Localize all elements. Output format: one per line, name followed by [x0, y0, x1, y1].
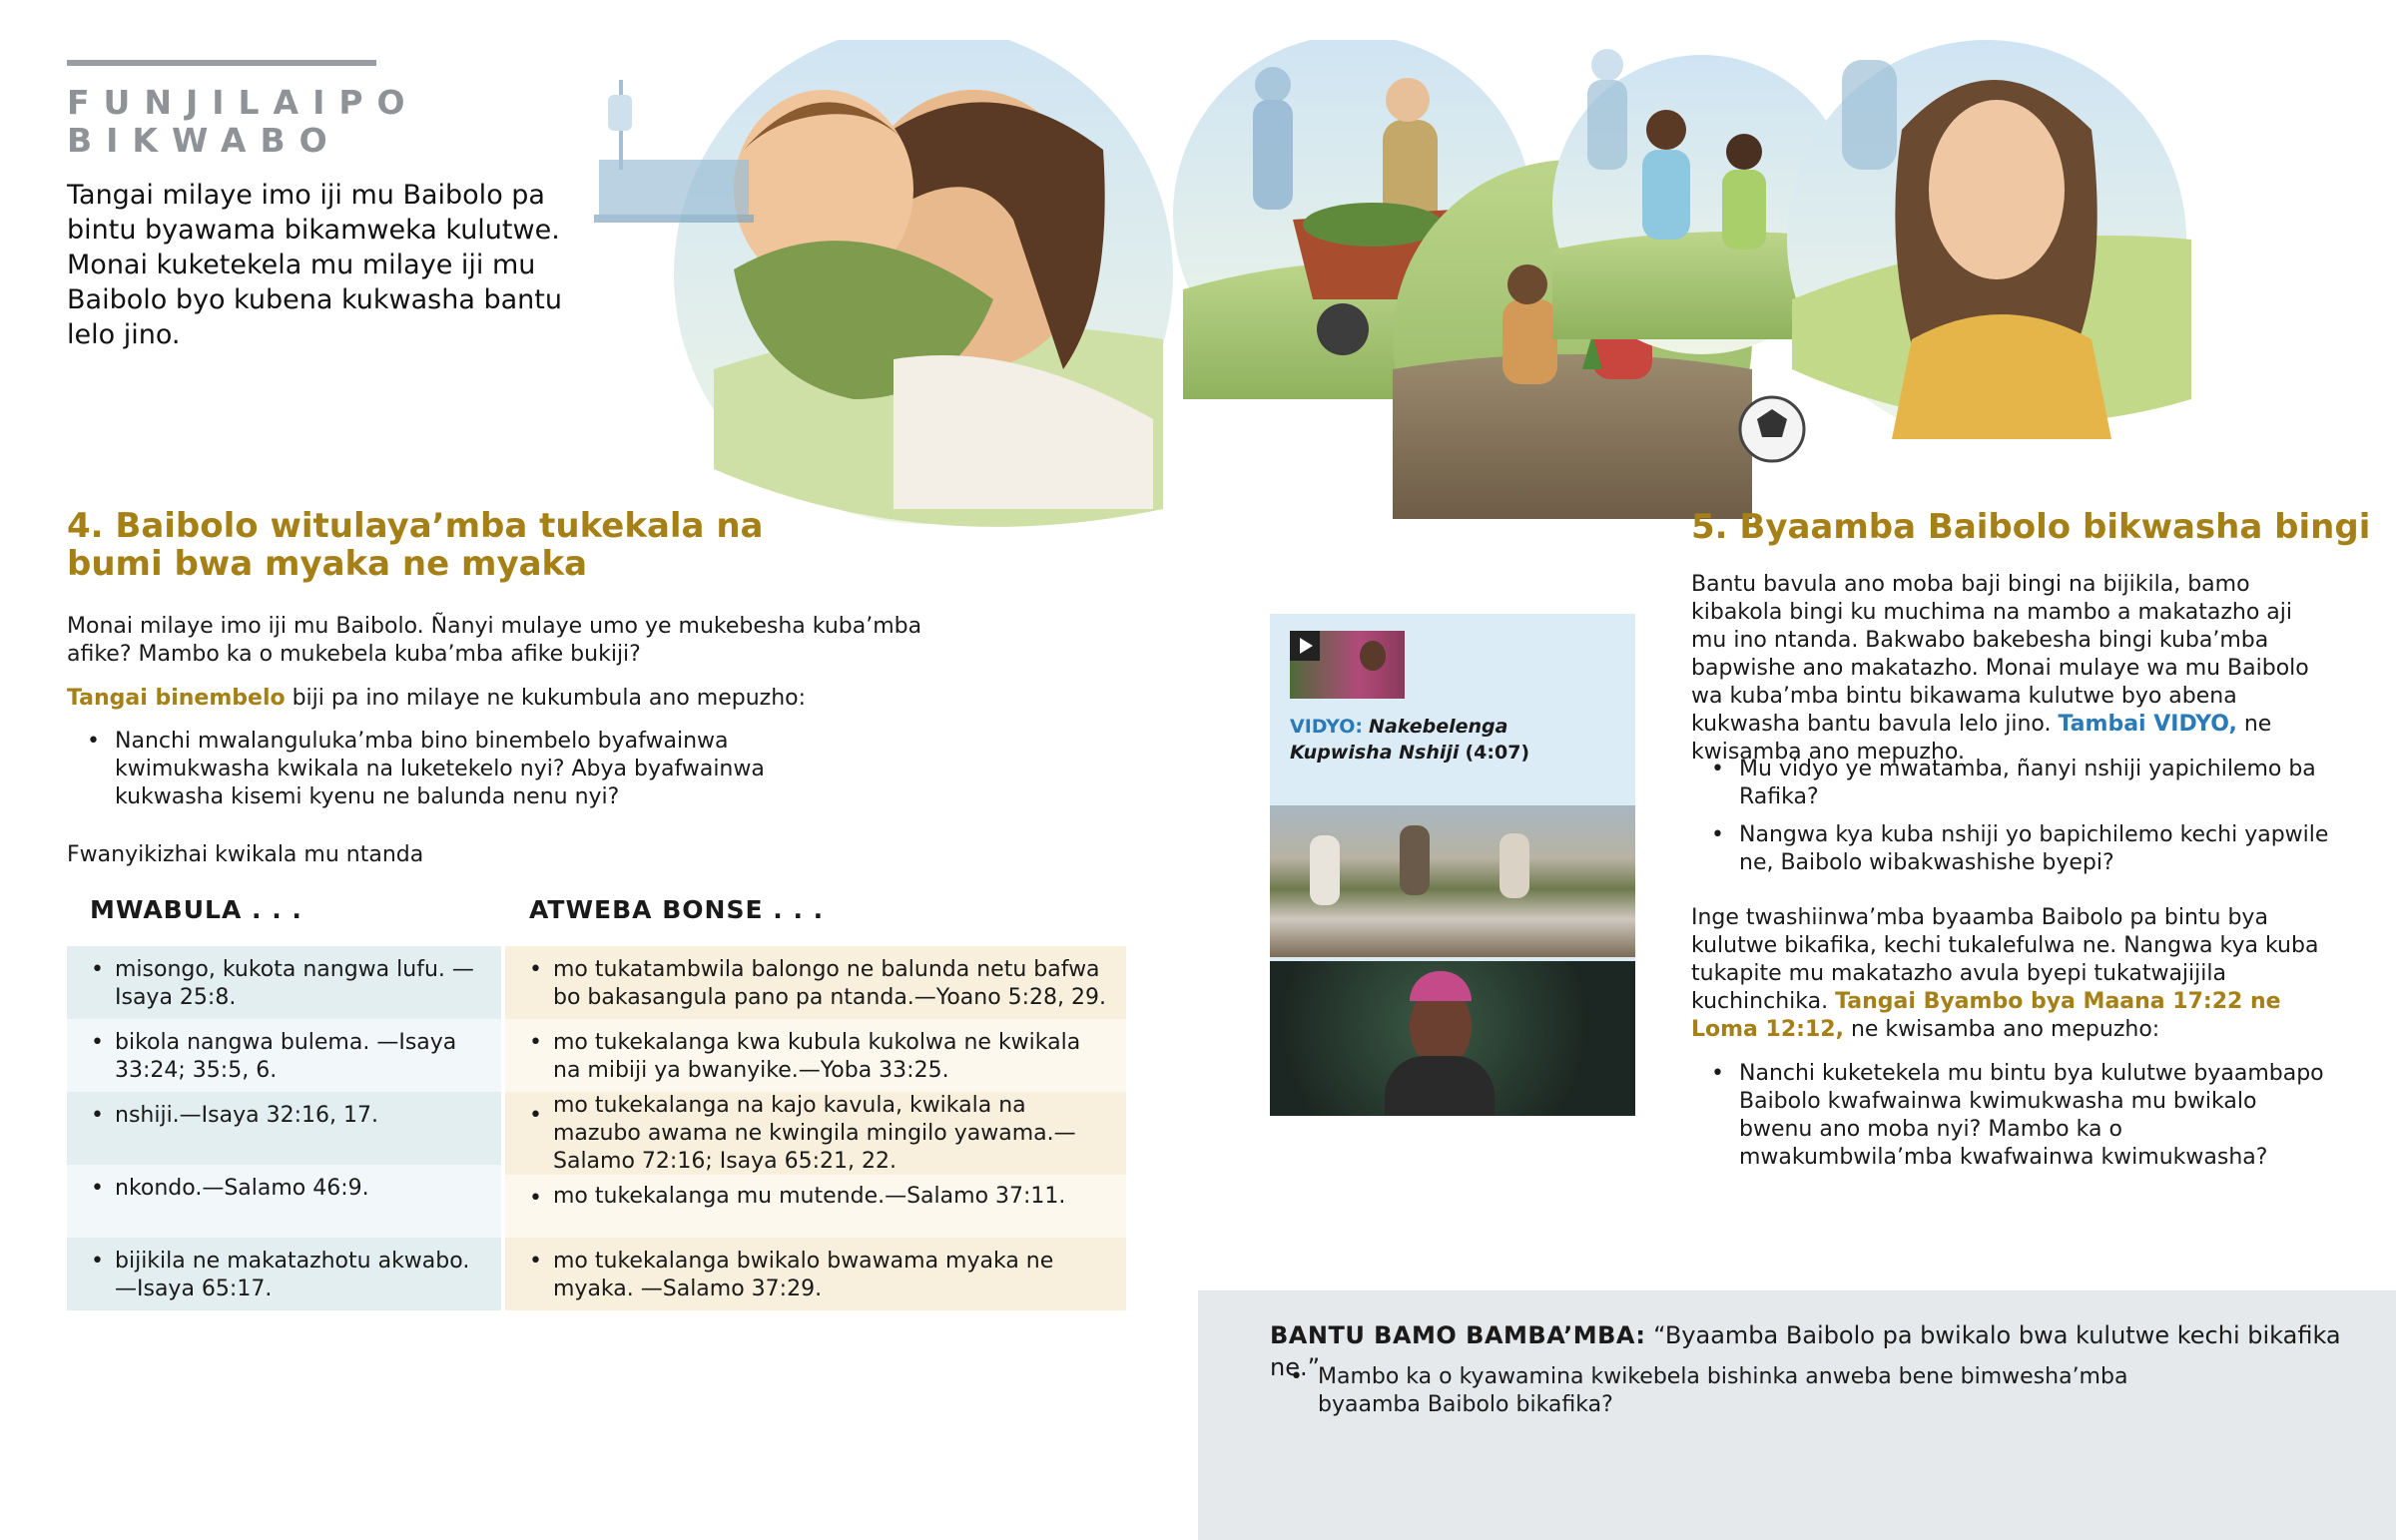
question-item: • Nangwa kya kuba nshiji yo bapichilemo kechi yapwile ne, Baibolo wibakwashishe byepi?	[1691, 821, 2330, 877]
section-5-second-paragraph	[1691, 904, 2330, 1044]
table-right-cell: • mo tukekalanga kwa kubula kukolwa ne kwikala na mibiji ya bwanyike.—Yoba 33:25.	[505, 1019, 1126, 1092]
header-rule	[67, 60, 376, 66]
section-5-paragraph	[1691, 571, 2330, 767]
video-still-woman-smiling	[1270, 961, 1635, 1116]
section-5-questions	[1691, 1060, 2330, 1172]
video-title: Nakebelenga Kupwisha Nshiji	[1290, 716, 1508, 764]
scriptures-link[interactable]: Tangai Byambo bya Maana 17:22 ne Loma 12:12,	[1691, 989, 2281, 1042]
read-instruction-text: biji pa ino milaye ne kukumbula ano mepuzho:	[285, 686, 807, 711]
video-still-cotton-field	[1270, 805, 1635, 957]
table-left-header: MWABULA . . .	[90, 895, 302, 924]
section-4-heading: 4. Baibolo witulaya’mba tukekala na bumi bwa myaka ne myaka	[67, 506, 764, 584]
table-instruction: Fwanyikizhai kwikala mu ntanda	[67, 842, 424, 867]
video-duration: (4:07)	[1465, 742, 1530, 764]
table-right-header: ATWEBA BONSE . . .	[529, 895, 825, 924]
video-label: VIDYO:	[1290, 716, 1363, 738]
question-item: • Mambo ka o kyawamina kwikebela bishinka anweba bene bimwesha’mba byaamba Baibolo bikafika?	[1270, 1363, 2168, 1419]
illustration-hug	[674, 40, 1173, 527]
objection-box	[1198, 1290, 2396, 1540]
section-5-paragraph-end: ne kwisamba ano mepuzho.	[1691, 712, 2272, 765]
section-4-read-instruction	[67, 685, 945, 713]
table-left-cell: • bikola nangwa bulema. —Isaya 33:24; 35:5, 6.	[67, 1019, 501, 1092]
section-4-paragraph: Monai milaye imo iji mu Baibolo. Ñanyi mulaye umo ye mukebesha kuba’mba afike? Mambo ka o mukebela kuba’mba afike bukiji?	[67, 614, 922, 667]
video-thumbnail[interactable]	[1290, 631, 1405, 699]
objection-lead: BANTU BAMO BAMBA’MBA:	[1270, 1321, 1646, 1349]
second-paragraph-end: ne kwisamba ano mepuzho:	[1843, 1017, 2160, 1042]
section-4-questions	[67, 728, 866, 811]
table-right-cell: • mo tukekalanga mu mutende.—Salamo 37:11.	[505, 1175, 1126, 1238]
kicker-line-2: BIKWABO	[67, 121, 341, 160]
play-icon[interactable]	[1290, 631, 1320, 661]
header-illustration	[594, 40, 2231, 539]
table-right-cell: • mo tukatambwila balongo ne balunda netu bafwa bo bakasangula pano pa ntanda.—Yoano 5:28, 29.	[505, 946, 1126, 1019]
table-right-cell: • mo tukekalanga na kajo kavula, kwikala na mazubo awama ne kwingila mingilo yawama.—Salamo 72:16; Isaya 65:21, 22.	[505, 1092, 1126, 1175]
second-paragraph-text: Inge twashiinwa’mba byaamba Baibolo pa bintu bya kulutwe bikafika, kechi tukalefulwa ne. Nangwa kya kuba tukapite mu makatazho avula byepi tukatwajijila kuchinchika.	[1691, 905, 2319, 1014]
question-item: • Nanchi kuketekela mu bintu bya kulutwe byaambapo Baibolo kwafwainwa kwimukwasha mu bwikalo bwenu ano moba nyi? Mambo ka o mwakumbwila’mba kwafwainwa kwimukwasha?	[1691, 1060, 2330, 1172]
illustration-hopeful-woman	[1787, 40, 2191, 439]
objection-questions	[1270, 1363, 2168, 1419]
question-item: • Nanchi mwalanguluka’mba bino binembelo byafwainwa kwimukwasha kwikala na luketekelo nyi? Abya byafwainwa kukwasha kisemi kyenu ne balunda nenu nyi?	[67, 728, 866, 811]
table-left-cell: • misongo, kukota nangwa lufu. —Isaya 25:8.	[67, 946, 501, 1019]
table-left-cell: • nshiji.—Isaya 32:16, 17.	[67, 1092, 501, 1165]
section-5-heading: 5. Byaamba Baibolo bikwasha bingi	[1691, 507, 2371, 547]
kicker-line-1: FUNJILAIPO	[67, 83, 419, 122]
table-left-cell: • nkondo.—Salamo 46:9.	[67, 1165, 501, 1238]
scriptures-link[interactable]: Tangai binembelo	[67, 686, 286, 711]
section-5-video-questions	[1691, 756, 2330, 877]
objection-quote: “Byaamba Baibolo pa bwikalo bwa kulutwe kechi bikafika ne.”	[1270, 1321, 2341, 1381]
watch-video-link[interactable]: Tambai VIDYO,	[2058, 712, 2237, 737]
video-caption[interactable]	[1290, 714, 1609, 766]
table-right-cell: • mo tukekalanga bwikalo bwawama myaka ne myaka. —Salamo 37:29.	[505, 1238, 1126, 1310]
video-card[interactable]	[1270, 614, 1635, 1116]
section-kicker	[67, 84, 419, 160]
intro-paragraph: Tangai milaye imo iji mu Baibolo pa bintu byawama bikamweka kulutwe. Monai kuketekela mu milaye iji mu Baibolo byo kubena kukwasha bantu lelo jino.	[67, 180, 562, 350]
table-left-cell: • bijikila ne makatazhotu akwabo. —Isaya 65:17.	[67, 1238, 501, 1310]
question-item: • Mu vidyo ye mwatamba, ñanyi nshiji yapichilemo ba Rafika?	[1691, 756, 2330, 811]
section-5-paragraph-text: Bantu bavula ano moba baji bingi na bijikila, bamo kibakola bingi ku muchima na mambo a makatazho aji mu ino ntanda. Bakwabo bakebesha bingi kuba’mba bapwishe ano makatazho. Monai mulaye wa mu Baibolo wa kuba’mba bintu bikawama kulutwe byo abena kukwasha bantu bavula lelo jino.	[1691, 572, 2309, 737]
